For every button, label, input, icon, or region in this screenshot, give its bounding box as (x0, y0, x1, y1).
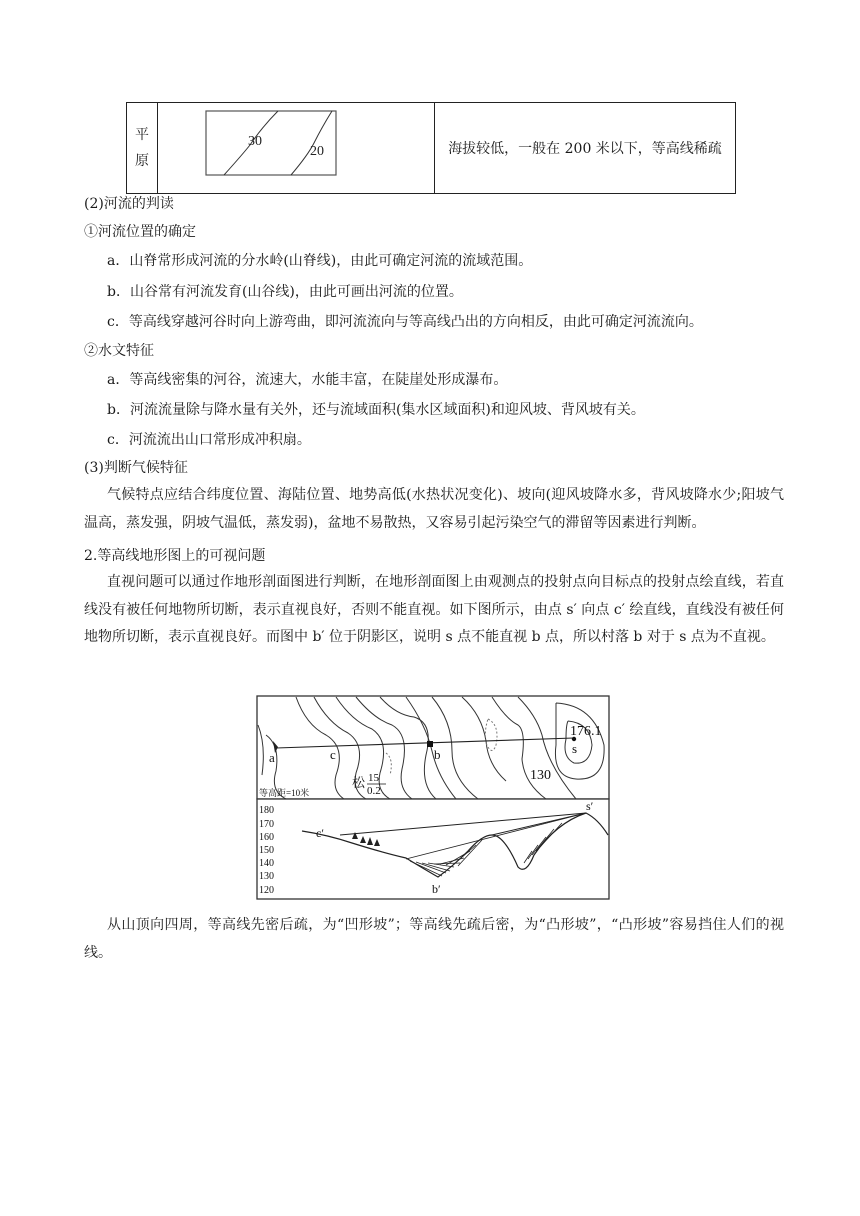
map-label-interval: 等高距=10米 (259, 788, 310, 798)
hydrology-heading: ②水文特征 (84, 343, 154, 359)
plain-contour-sketch (158, 103, 434, 189)
profile-label-c-prime: c′ (316, 826, 324, 840)
map-label-contour-130: 130 (530, 768, 551, 783)
contour-label-30: 30 (248, 134, 262, 149)
visibility-paragraph: 直视问题可以通过作地形剖面图进行判断，在地形剖面图上由观测点的投射点向目标点的投射点绘直线，若直线没有被任何地物所切断，表示直视良好，否则不能直视。如下图所示，由点 s′ 向点 c′ 绘直线，直线没有被任何地物所切断，表示直视良好。而图中 b′ 位于阴影区，说明 s 点不能直视 b 点，所以村落 b 对于 s 点为不直视。 (84, 574, 784, 645)
visibility-figure (256, 695, 610, 904)
map-label-frac-den: 0.2 (367, 785, 381, 797)
hydrology-c: c．河流流出山口常形成冲积扇。 (107, 432, 311, 448)
y-tick-130: 130 (259, 871, 274, 882)
contour-label-20: 20 (310, 144, 324, 159)
table-row (127, 103, 736, 194)
river-position-heading: ①河流位置的确定 (84, 224, 196, 240)
contour-sketch-cell (158, 103, 435, 194)
y-tick-120: 120 (259, 885, 274, 896)
map-label-frac-num: 15 (368, 772, 379, 784)
map-label-s: s (572, 741, 578, 756)
terrain-table (126, 102, 736, 194)
description-cell (435, 103, 736, 194)
profile-label-b-prime: b′ (432, 882, 441, 896)
map-label-peak: 176.1 (570, 724, 602, 739)
contour-and-profile-figure (256, 695, 610, 900)
map-label-b: b (434, 747, 441, 762)
row-label: 平原 (135, 127, 149, 169)
visibility-heading: 2.等高线地形图上的可视问题 (84, 548, 266, 564)
y-tick-150: 150 (259, 845, 274, 856)
climate-paragraph: 气候特点应结合纬度位置、海陆位置、地势高低(水热状况变化)、坡向(迎风坡降水多，背风坡降水少;阳坡气温高，蒸发强，阴坡气温低，蒸发弱)，盆地不易散热，又容易引起污染空气的滞留等因素进行判断。 (84, 487, 784, 531)
row-label-cell (127, 103, 158, 194)
map-label-a: a (269, 750, 275, 765)
river-heading: (2)河流的判读 (84, 196, 174, 212)
map-label-pine: 松 (352, 775, 366, 790)
y-tick-170: 170 (259, 819, 274, 830)
y-tick-180: 180 (259, 805, 274, 816)
plain-description: 海拔较低，一般在 200 米以下，等高线稀疏 (448, 141, 722, 157)
profile-label-s-prime: s′ (586, 799, 594, 813)
river-position-c: c．等高线穿越河谷时向上游弯曲，即河流流向与等高线凸出的方向相反，由此可确定河流流向。 (107, 314, 703, 330)
y-tick-160: 160 (259, 832, 274, 843)
climate-heading: (3)判断气候特征 (84, 460, 188, 476)
river-position-a: a．山脊常形成河流的分水岭(山脊线)，由此可确定河流的流域范围。 (107, 253, 533, 269)
slope-paragraph: 从山顶向四周，等高线先密后疏，为“凹形坡”；等高线先疏后密，为“凸形坡”，“凸形坡”容易挡住人们的视线。 (84, 917, 784, 961)
hydrology-a: a．等高线密集的河谷，流速大，水能丰富，在陡崖处形成瀑布。 (107, 372, 508, 388)
river-position-b: b．山谷常有河流发育(山谷线)，由此可画出河流的位置。 (107, 284, 463, 300)
map-label-c: c (330, 747, 336, 762)
y-tick-140: 140 (259, 858, 274, 869)
hydrology-b: b．河流流量除与降水量有关外，还与流域面积(集水区域面积)和迎风坡、背风坡有关。 (107, 402, 645, 418)
